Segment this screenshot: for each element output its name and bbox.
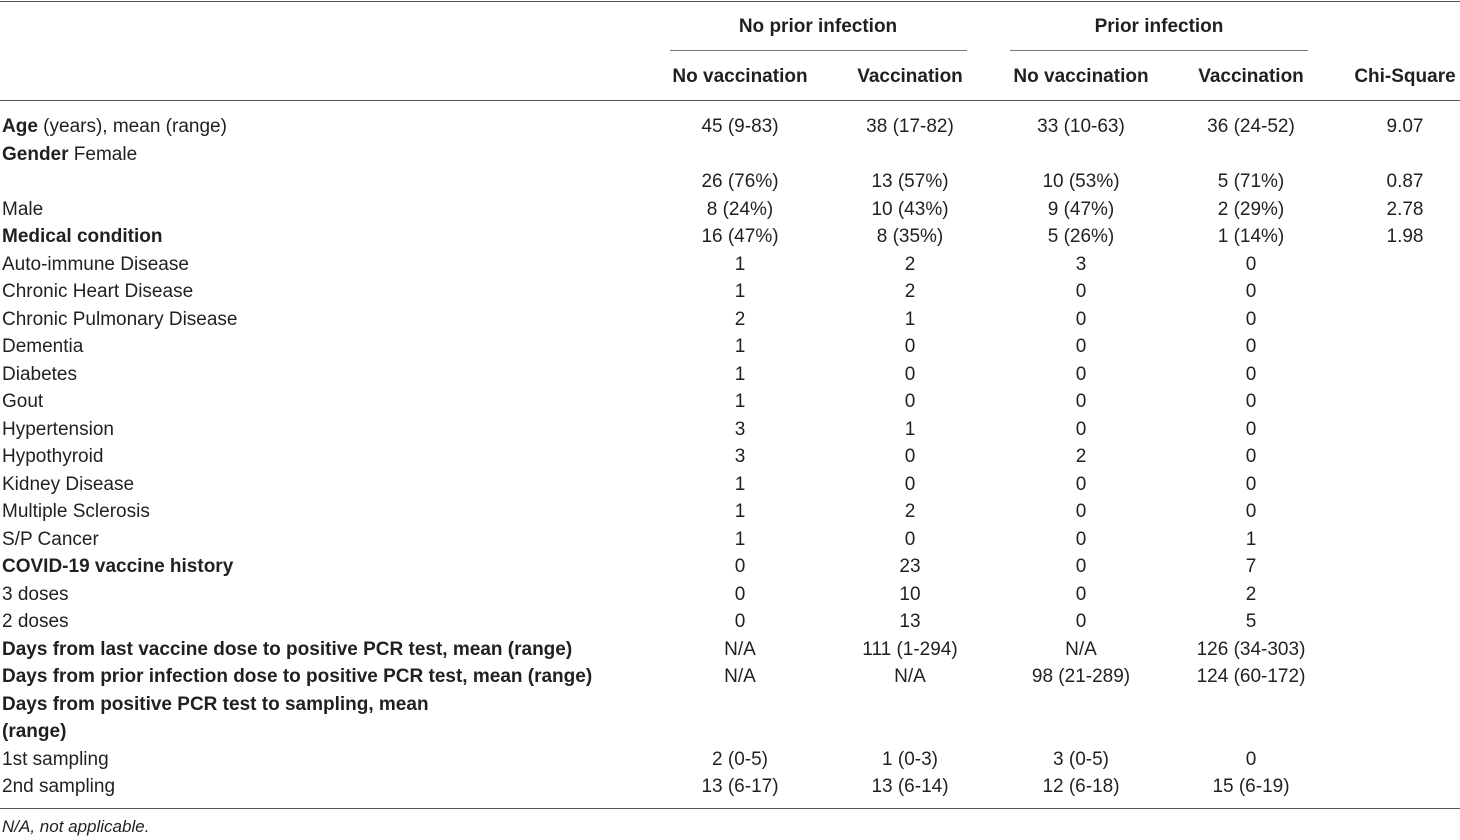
row-label [2,474,134,496]
table-cell: 0 [1075,418,1087,440]
table-cell: 124 (60-172) [1196,666,1306,687]
row-label-text: Female [68,143,138,165]
table-cell: 3 [734,418,746,440]
table-cell: 0 [1075,391,1087,412]
row-label [2,584,69,606]
row-label-bold: COVID-19 vaccine history [2,556,234,577]
table-cell: 10 (53%) [1042,171,1120,192]
table-cell: 2 (0-5) [712,748,768,770]
table-cell: 0 [734,583,746,605]
table-cell: 1 [1245,528,1257,550]
row-label-bold: Days from positive PCR test to sampling, mean [2,693,429,715]
row-label-bold: Gender [2,143,69,165]
row-label [2,336,83,358]
header-rule [0,100,1460,101]
table-cell: 0 [1245,363,1257,385]
table-cell: 0 [1245,281,1257,302]
group-header-prior-infection: Prior infection [1094,16,1224,37]
table-cell: 10 (43%) [871,198,949,220]
row-label-text: 2nd sampling [2,776,116,797]
table-cell: 13 (57%) [871,171,949,192]
table-cell: 0 [904,528,916,550]
column-header: Chi-Square [1354,66,1456,87]
row-label-bold: Age [2,116,38,137]
table-cell: 1 [734,473,746,495]
group-underline-no-prior [670,50,967,51]
column-header: Vaccination [857,66,963,87]
table-cell: 1 (14%) [1217,226,1285,247]
table-cell: 0 [1075,611,1087,632]
table-cell: 3 (0-5) [1053,748,1109,770]
row-label [2,694,429,716]
table-cell: N/A [1065,638,1097,660]
row-label [2,776,115,798]
table-cell: 1.98 [1386,226,1424,247]
table-cell: 9 (47%) [1047,198,1115,220]
row-label-text: 2 doses [2,611,69,632]
row-label [2,611,69,633]
table-cell: 0 [1075,501,1087,522]
row-label [2,446,103,468]
table-cell: 0 [1245,308,1257,330]
row-label [2,144,137,166]
table-cell: 111 (1-294) [862,638,958,660]
table-cell: 0 [734,556,746,577]
row-label [2,254,189,276]
table-cell: 1 [734,336,746,357]
table-cell: 1 [904,308,916,330]
table-cell: 26 (76%) [701,171,779,192]
row-label-text: Male [2,198,44,220]
table-cell: 0 [1245,473,1257,495]
table-cell: 0 [1075,336,1087,357]
table-cell: 0 [904,391,916,412]
group-underline-prior [1010,50,1308,51]
table-cell: 5 [1245,611,1257,632]
table-cell: 2 (29%) [1217,198,1285,220]
row-label-text: Hypertension [2,418,114,440]
table-cell: 0 [1245,748,1257,770]
row-label-text: (years), mean (range) [37,116,227,137]
table-cell: 45 (9-83) [701,116,779,137]
table-cell: 13 (6-14) [871,776,949,797]
table-cell: 8 (24%) [706,198,774,220]
table-cell: 5 (71%) [1217,171,1285,192]
row-label-text: Auto-immune Disease [2,253,189,275]
table-cell: 0 [1245,391,1257,412]
row-label [2,749,109,771]
row-label [2,199,43,221]
table-cell: 33 (10-63) [1037,116,1125,137]
table-cell: 3 [1075,253,1087,275]
table-cell: 0 [1245,418,1257,440]
table-cell: 126 (34-303) [1196,638,1306,660]
row-label-text: Chronic Heart Disease [2,281,194,302]
table-cell: 1 [734,528,746,550]
table-cell: 2 [734,308,746,330]
table-cell: 12 (6-18) [1042,776,1120,797]
row-label [2,639,572,661]
table-cell: 8 (35%) [876,226,944,247]
table-cell: 13 (6-17) [701,776,779,797]
row-label-bold: Medical condition [2,226,163,247]
table-cell: 0 [1075,528,1087,550]
table-cell: 0 [904,336,916,357]
column-header: Vaccination [1198,66,1304,87]
row-label-text: Chronic Pulmonary Disease [2,308,238,330]
row-label-bold: (range) [2,721,67,742]
row-label [2,116,227,138]
row-label-text: 3 doses [2,583,69,605]
row-label-text: Diabetes [2,363,77,385]
table-cell: 38 (17-82) [866,116,954,137]
group-header-no-prior-infection: No prior infection [738,16,898,37]
row-label-text: Hypothyroid [2,446,104,467]
row-label-text: Multiple Sclerosis [2,501,150,522]
table-cell: 2 [1075,446,1087,467]
table-cell: 15 (6-19) [1212,776,1290,797]
table-cell: 36 (24-52) [1207,116,1295,137]
table-cell: 1 [734,281,746,302]
table-cell: 0 [904,473,916,495]
table-cell: 0 [1245,501,1257,522]
table-cell: 16 (47%) [701,226,779,247]
column-header: No vaccination [1013,66,1149,87]
table-cell: 2 [904,281,916,302]
table-cell: 1 (0-3) [882,748,938,770]
table-cell: 2 [904,253,916,275]
table-cell: N/A [894,666,926,687]
table-cell: 1 [734,391,746,412]
table-cell: 0 [1075,363,1087,385]
table-cell: 5 (26%) [1047,226,1115,247]
row-label-text: S/P Cancer [2,528,99,550]
column-header: No vaccination [672,66,808,87]
table-cell: 2 [904,501,916,522]
table-cell: 98 (21-289) [1031,666,1131,687]
table-cell: 3 [734,446,746,467]
row-label [2,529,99,551]
footnote: N/A, not applicable. [2,817,150,836]
row-label [2,281,193,303]
top-rule [0,1,1460,2]
table-cell: 0 [904,446,916,467]
table-cell: 1 [734,363,746,385]
row-label [2,309,238,331]
table-cell: 0 [1075,281,1087,302]
table-cell: 0 [1075,583,1087,605]
table-cell: 1 [734,501,746,522]
table-cell: 0 [734,611,746,632]
table-cell: 23 [899,556,921,577]
row-label-text: Gout [2,391,44,412]
table-cell: 0 [1245,446,1257,467]
table-cell: 1 [734,253,746,275]
table-cell: 0.87 [1386,171,1424,192]
table-cell: 2 [1245,583,1257,605]
table-cell: 0 [1075,556,1087,577]
row-label [2,501,150,523]
row-label-text: Dementia [2,336,84,357]
table-cell: 9.07 [1386,116,1424,137]
row-label [2,226,162,248]
table-cell: 13 [899,611,921,632]
table-cell: 0 [1075,473,1087,495]
row-label [2,364,77,386]
row-label [2,721,66,743]
table-cell: 0 [1075,308,1087,330]
table-cell: 0 [1245,336,1257,357]
table-cell: 0 [904,363,916,385]
row-label [2,556,233,578]
bottom-rule [0,808,1460,809]
row-label-text: 1st sampling [2,748,109,770]
row-label [2,391,43,413]
table-cell: 7 [1245,556,1257,577]
row-label [2,419,114,441]
row-label [2,666,592,688]
table-cell: 10 [899,583,921,605]
table-cell: N/A [724,666,756,687]
row-label-bold: Days from prior infection dose to positive PCR test, mean (range) [2,666,593,687]
table-cell: 1 [904,418,916,440]
row-label-bold: Days from last vaccine dose to positive PCR test, mean (range) [2,638,573,660]
table-cell: N/A [724,638,756,660]
table-cell: 2.78 [1386,198,1424,220]
table-cell: 0 [1245,253,1257,275]
row-label-text: Kidney Disease [2,473,135,495]
